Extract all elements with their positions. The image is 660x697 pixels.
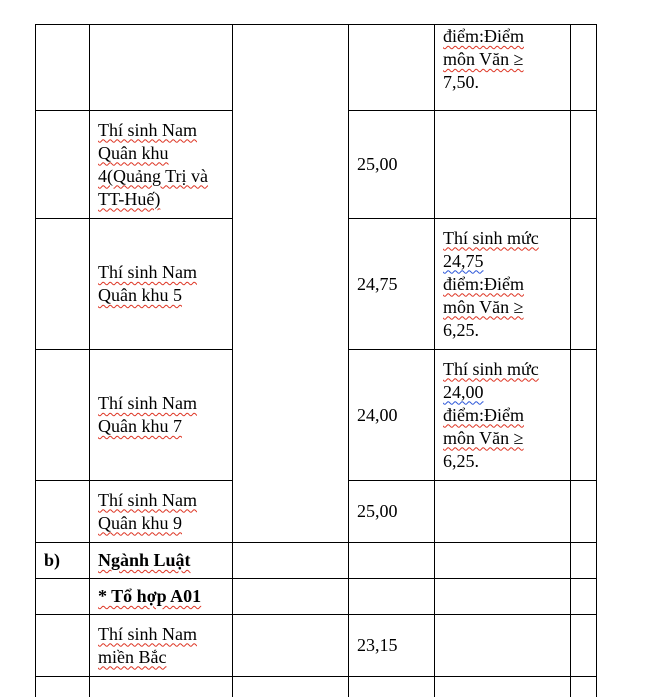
score-cell (349, 543, 435, 579)
candidate-label: Thí sinh Nam (98, 119, 197, 140)
candidate-label: Quân khu 9 (98, 512, 182, 533)
note-line: môn Văn ≥ (443, 427, 524, 448)
candidate-cell (90, 350, 233, 481)
index-cell (36, 219, 90, 350)
candidate-label: 4(Quảng Trị và (98, 165, 209, 186)
candidate-label: Thí sinh Nam (98, 393, 197, 413)
note-line: điểm:Điểm (443, 26, 524, 46)
extra-cell (571, 219, 597, 350)
note-line: 24,75 (443, 250, 484, 271)
index-cell (36, 350, 90, 481)
candidate-cell (90, 677, 233, 697)
note-cell (435, 579, 571, 615)
merged-cell (233, 543, 349, 579)
score-cell (349, 219, 435, 350)
table-row (36, 677, 597, 697)
index-cell (36, 111, 90, 219)
score-cell (349, 111, 435, 219)
index-cell (36, 677, 90, 697)
score-value: 25,00 (357, 501, 398, 521)
extra-cell (571, 579, 597, 615)
index-cell (36, 25, 90, 111)
note-line: điểm:Điểm (443, 404, 524, 425)
note-cell (435, 543, 571, 579)
note-line: môn Văn ≥ (443, 296, 524, 317)
score-value: 23,15 (357, 635, 398, 655)
candidate-cell (90, 481, 233, 543)
note-cell (435, 25, 571, 111)
extra-cell (571, 350, 597, 481)
candidate-cell (90, 543, 233, 579)
admission-score-table (35, 24, 597, 697)
merged-cell (233, 615, 349, 677)
note-cell (435, 111, 571, 219)
merged-cell (233, 677, 349, 697)
note-cell (435, 677, 571, 697)
merged-cell (233, 25, 349, 543)
table-row (36, 579, 597, 615)
extra-cell (571, 677, 597, 697)
table-row (36, 543, 597, 579)
note-line: môn Văn ≥ (443, 49, 524, 69)
note-line: điểm:Điểm (443, 273, 524, 294)
candidate-label: Quân khu 5 (98, 285, 182, 305)
index-cell (36, 579, 90, 615)
candidate-label: TT-Huế) (98, 188, 161, 209)
index-cell (36, 481, 90, 543)
index-cell (36, 615, 90, 677)
note-line: 24,00 (443, 381, 484, 402)
candidate-label: Thí sinh Nam (98, 623, 197, 644)
candidate-cell (90, 579, 233, 615)
note-line: 6,25. (443, 450, 479, 471)
candidate-cell (90, 25, 233, 111)
candidate-label: Quân khu 7 (98, 416, 182, 436)
candidate-label: Thí sinh Nam (98, 489, 197, 510)
subject-group-label: * Tổ hợp A01 (98, 586, 202, 606)
note-line: 6,25. (443, 319, 479, 340)
table-row (36, 25, 597, 111)
extra-cell (571, 543, 597, 579)
index-cell (36, 543, 90, 579)
candidate-cell (90, 615, 233, 677)
score-cell (349, 350, 435, 481)
note-cell (435, 219, 571, 350)
score-value: 24,75 (357, 273, 398, 294)
merged-cell (233, 579, 349, 615)
candidate-cell (90, 111, 233, 219)
note-cell (435, 350, 571, 481)
note-line: 7,50. (443, 72, 479, 92)
score-cell (349, 579, 435, 615)
note-cell (435, 481, 571, 543)
extra-cell (571, 25, 597, 111)
table-row (36, 615, 597, 677)
note-cell (435, 615, 571, 677)
candidate-label: miền Bắc (98, 646, 167, 667)
score-cell (349, 615, 435, 677)
candidate-label: Thí sinh Nam (98, 262, 197, 282)
extra-cell (571, 481, 597, 543)
candidate-cell (90, 219, 233, 350)
score-cell (349, 677, 435, 697)
extra-cell (571, 111, 597, 219)
section-index: b) (44, 550, 61, 570)
score-cell (349, 25, 435, 111)
candidate-label: Quân khu (98, 142, 169, 163)
score-value: 25,00 (357, 154, 398, 174)
note-line: Thí sinh mức (443, 227, 539, 248)
score-cell (349, 481, 435, 543)
section-title: Ngành Luật (98, 550, 191, 570)
extra-cell (571, 615, 597, 677)
note-line: Thí sinh mức (443, 358, 539, 379)
score-value: 24,00 (357, 404, 398, 425)
